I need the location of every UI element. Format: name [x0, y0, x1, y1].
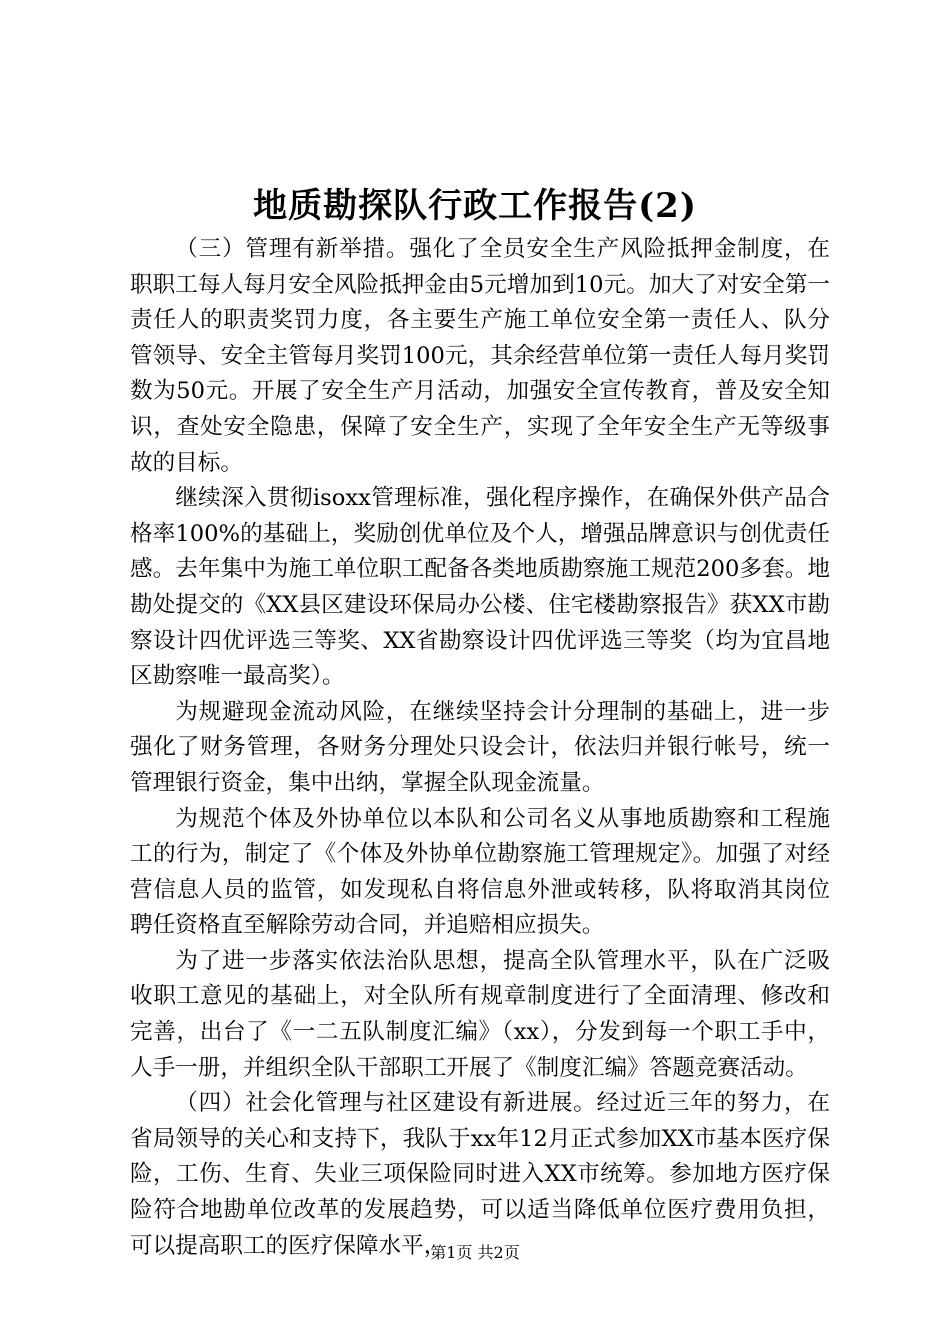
paragraph-management-measures: （三）管理有新举措。强化了全员安全生产风险抵押金制度，在职职工每人每月安全风险抵押金由5元增加到10元。加大了对安全第一责任人的职责奖罚力度，各主要生产施工单位安全第一责任人、队分管领导、安全主管每月奖罚100元，其余经营单位第一责任人每月奖罚数为50元。开展了安全生产月活动，加强安全宣传教育，普及安全知识，查处安全隐患，保障了安全生产，实现了全年安全生产无等级事故的目标。	[130, 236, 830, 476]
paragraph-external-units: 为规范个体及外协单位以本队和公司名义从事地质勘察和工程施工的行为，制定了《个体及外协单位勘察施工管理规定》。加强了对经营信息人员的监管，如发现私自将信息外泄或转移，队将取消其岗位聘任资格直至解除劳动合同，并追赔相应损失。	[130, 805, 830, 939]
page-number-footer: 第1页 共2页	[430, 1243, 520, 1262]
paragraph-iso-standard: 继续深入贯彻isoxx管理标准，强化程序操作，在确保外供产品合格率100%的基础上，奖励创优单位及个人，增强品牌意识与创优责任感。去年集中为施工单位职工配备各类地质勘察施工规范200多套。地勘处提交的《XX县区建设环保局办公楼、住宅楼勘察报告》获XX市勘察设计四优评选三等奖、XX省勘察设计四优评选三等奖（均为宜昌地区勘察唯一最高奖）。	[130, 485, 830, 690]
paragraph-rule-by-law: 为了进一步落实依法治队思想，提高全队管理水平，队在广泛吸收职工意见的基础上，对全队所有规章制度进行了全面清理、修改和完善，出台了《一二五队制度汇编》（xx），分发到每一个职工手中，人手一册，并组织全队干部职工开展了《制度汇编》答题竞赛活动。	[130, 947, 830, 1081]
paragraph-social-management: （四）社会化管理与社区建设有新进展。经过近三年的努力，在省局领导的关心和支持下，我队于xx年12月正式参加XX市基本医疗保险，工伤、生育、失业三项保险同时进入XX市统筹。参加地方医疗保险符合地勘单位改革的发展趋势，可以适当降低单位医疗费用负担，可以提高职工的医疗保障水平，	[130, 1090, 830, 1259]
document-title: 地质勘探队行政工作报告(2)	[253, 186, 697, 226]
paragraph-cash-risk: 为规避现金流动风险，在继续坚持会计分理制的基础上，进一步强化了财务管理，各财务分理处只设会计，依法归并银行帐号，统一管理银行资金，集中出纳，掌握全队现金流量。	[130, 698, 830, 796]
document-body	[130, 232, 830, 1264]
